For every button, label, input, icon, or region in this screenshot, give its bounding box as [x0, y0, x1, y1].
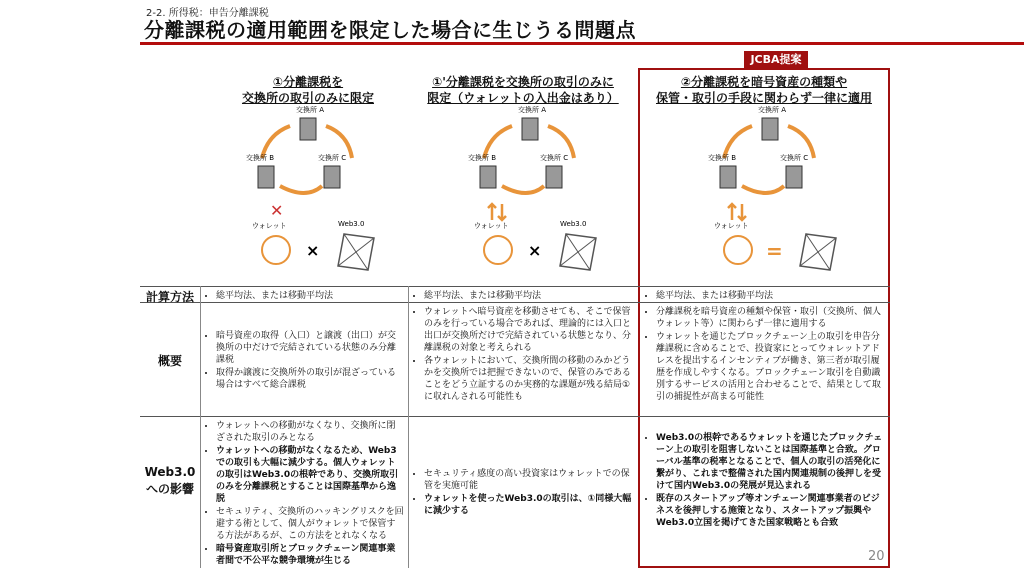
- exchange-c-label: 交換所 C: [540, 154, 569, 162]
- overview-cell-1: • 暗号資産の取得（入口）と譲渡（出口）が交換所の中だけで完結されている状態のみ分離課税 • 取得か譲渡に交換所外の取引が混ざっている場合はすべて総合課税: [204, 330, 404, 392]
- server-icon: [546, 166, 562, 188]
- exchange-c-label: 交換所 C: [318, 154, 347, 162]
- server-icon: [258, 166, 274, 188]
- table-divider: [408, 286, 409, 568]
- diagram-exchanges-2: [450, 100, 610, 280]
- wallet-icon: [484, 236, 512, 264]
- breadcrumb: 2-2. 所得税：申告分離課税: [146, 8, 269, 19]
- column-header-3: ②分離課税を暗号資産の種類や 保管・取引の手段に関わらず一律に適用: [655, 75, 872, 105]
- withdraw-arrow-icon: [738, 204, 746, 220]
- diagram-exchanges-3: [690, 100, 850, 280]
- server-icon: [786, 166, 802, 188]
- web3-cell-3: • Web3.0の根幹であるウォレットを通じたブロックチェーン上の取引を阻害しないことは国際基準と合致。グローバル基準の税率となることで、個人の取引の活発化に繋がり、これまで整備された国内関連規制の後押しを受けて国内Web3.0の発展が見込まれる • 既存のスタートアップ等オンチェーン関連事業者のビジネスを後押しする施策となり、スタートアップ振興やWeb3.0立国を掲げてきた国家戦略とも合致: [644, 432, 886, 530]
- wallet-label: ウォレット: [474, 222, 509, 230]
- web3-label: Web3.0: [560, 220, 587, 228]
- calc-cell-1: • 総平均法、または移動平均法: [204, 290, 404, 303]
- calc-cell-2: • 総平均法、または移動平均法: [412, 290, 632, 303]
- exchange-a-label: 交換所 A: [296, 106, 325, 114]
- column-header-2: ①'分離課税を交換所の取引のみに 限定（ウォレットの入出金はあり）: [427, 75, 619, 105]
- times-symbol: ×: [306, 241, 320, 260]
- exchange-a-label: 交換所 A: [758, 106, 787, 114]
- wallet-icon: [262, 236, 290, 264]
- row-label-calc: 計算方法: [145, 290, 194, 304]
- wallet-label: ウォレット: [252, 222, 287, 230]
- server-icon: [480, 166, 496, 188]
- cycle-arrow-icon: [280, 186, 322, 193]
- proposal-badge: JCBA提案: [744, 51, 808, 69]
- overview-cell-2: • ウォレットへ暗号資産を移動させても、そこで保管のみを行っている場合であれば、理論的には入口と出口が交換所だけで完結されている状態となり、分離課税の対象と考えられる • 各ウォレットにおいて、交換所間の移動のみかどうかを交換所では把握できないので、保管のみであることをどう立証するのか実務的な課題が残る結局①に収れんされる可能性も: [412, 306, 634, 404]
- server-icon: [720, 166, 736, 188]
- exchange-b-label: 交換所 B: [468, 154, 497, 162]
- exchange-b-label: 交換所 B: [708, 154, 737, 162]
- wallet-icon: [724, 236, 752, 264]
- calc-cell-3: • 総平均法、または移動平均法: [644, 290, 884, 303]
- deposit-arrow-icon: [488, 204, 496, 220]
- table-rule: [140, 286, 890, 287]
- times-symbol: ×: [528, 241, 542, 260]
- overview-cell-3: • 分離課税を暗号資産の種類や保管・取引（交換所、個人ウォレット等）に関わらず一律に適用する • ウォレットを通じたブロックチェーン上の取引を申告分離課税に含めることで、投資家にとってウォレットアドレスを提出するインセンティブが働き、第三者が取引履歴を作成しやすくなる。ブロックチェーン取引を自動識別するサービスの活用と合わせることで、結果として取引の捕捉性が高まる可能性: [644, 306, 886, 404]
- exchange-a-label: 交換所 A: [518, 106, 547, 114]
- blocked-icon: ✕: [270, 201, 284, 220]
- server-icon: [300, 118, 316, 140]
- exchange-b-label: 交換所 B: [246, 154, 275, 162]
- column-header-1: ①分離課税を 交換所の取引のみに限定: [241, 75, 374, 105]
- table-divider: [200, 286, 201, 568]
- title-rule: [140, 42, 1024, 45]
- page-number: 20: [868, 549, 885, 564]
- page-title: 分離課税の適用範囲を限定した場合に生じうる問題点: [144, 18, 636, 42]
- row-label-web3: Web3.0 への影響: [144, 465, 196, 496]
- server-icon: [324, 166, 340, 188]
- exchange-c-label: 交換所 C: [780, 154, 809, 162]
- cycle-arrow-icon: [502, 186, 544, 193]
- diagram-exchanges-1: [228, 100, 388, 280]
- cycle-arrow-icon: [742, 186, 784, 193]
- equals-symbol: =: [766, 239, 783, 263]
- deposit-arrow-icon: [728, 204, 736, 220]
- server-icon: [762, 118, 778, 140]
- wallet-label: ウォレット: [714, 222, 749, 230]
- web3-cell-1: • ウォレットへの移動がなくなり、交換所に閉ざされた取引のみとなる • ウォレットへの移動がなくなるため、Web3での取引も大幅に減少する。個人ウォレットの取引はWeb3.0の根幹であり、交換所取引のみを分離課税とすることは国際基準から逸脱 • セキュリティ、交換所のハッキングリスクを回避する術として、個人がウォレットで保管する方法があるが、この方法をとれなくなる • 暗号資産取引所とブロックチェーン関連事業者間で不公平な競争環境が生じる: [204, 420, 404, 568]
- row-label-overview: 概要: [157, 354, 182, 368]
- withdraw-arrow-icon: [498, 204, 506, 220]
- server-icon: [522, 118, 538, 140]
- table-rule: [140, 416, 890, 417]
- web3-cell-2: • セキュリティ感度の高い投資家はウォレットでの保管を実施可能 • ウォレットを使ったWeb3.0の取引は、①同様大幅に減少する: [412, 468, 634, 518]
- web3-label: Web3.0: [338, 220, 365, 228]
- exchange-cycle-group: [246, 105, 352, 193]
